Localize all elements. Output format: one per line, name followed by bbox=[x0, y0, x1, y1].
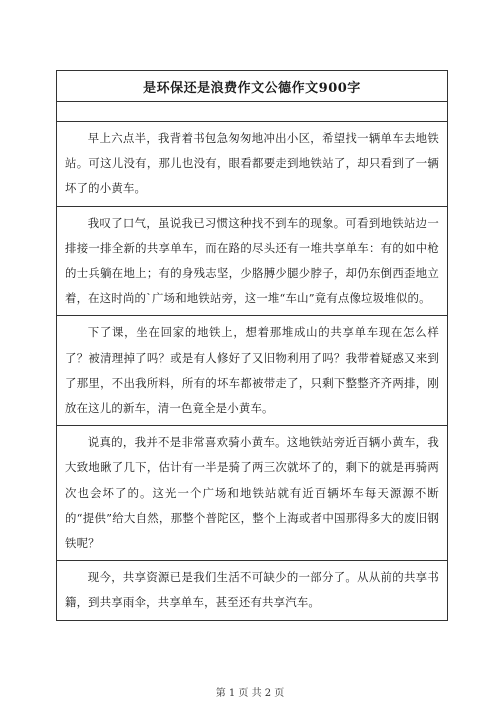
page-number: 第 1 页 共 2 页 bbox=[215, 688, 285, 699]
paragraph-2: 我叹了口气，虽说我已习惯这种找不到车的现象。可看到地铁站边一排接一排全新的共享单车，而在路的尽头还有一堆共享单车：有的如中枪的士兵躺在地上；有的身残志坚，少胳膊少腿少脖子，却仍东倒西歪地立着，在这时尚的`广场和地铁站旁，这一堆“车山”竟有点像垃圾堆似的。 bbox=[57, 207, 447, 317]
title-row bbox=[57, 71, 447, 102]
document-title: 是环保还是浪费作文公德作文900字 bbox=[143, 80, 361, 96]
paragraph-3: 下了课，坐在回家的地铁上，想着那堆成山的共享单车现在怎么样了？被清理掉了吗？或是有人修好了又旧物利用了吗？我带着疑惑又来到了那里，不出我所料，所有的坏车都被带走了，只剩下整整齐齐两排，刚放在这儿的新车，清一色竟全是小黄车。 bbox=[57, 316, 447, 426]
paragraph-5: 现今，共享资源已是我们生活不可缺少的一部分了。从从前的共享书籍，到共享雨伞，共享单车，甚至还有共享汽车。 bbox=[57, 561, 447, 620]
document-table bbox=[56, 70, 448, 621]
paragraph-4: 说真的，我并不是非常喜欢骑小黄车。这地铁站旁近百辆小黄车，我大致地瞅了几下，估计有一半是骑了两三次就坏了的，剩下的就是再骑两次也会坏了的。这光一个广场和地铁站就有近百辆坏车每天源源不断的“提供”给大自然，那整个普陀区，整个上海或者中国那得多大的废旧钢铁呢？ bbox=[57, 426, 447, 561]
paragraph-1: 早上六点半，我背着书包急匆匆地冲出小区，希望找一辆单车去地铁站。可这儿没有，那儿也没有，眼看都要走到地铁站了，却只看到了一辆坏了的小黄车。 bbox=[57, 122, 447, 207]
blank-row bbox=[57, 102, 447, 122]
